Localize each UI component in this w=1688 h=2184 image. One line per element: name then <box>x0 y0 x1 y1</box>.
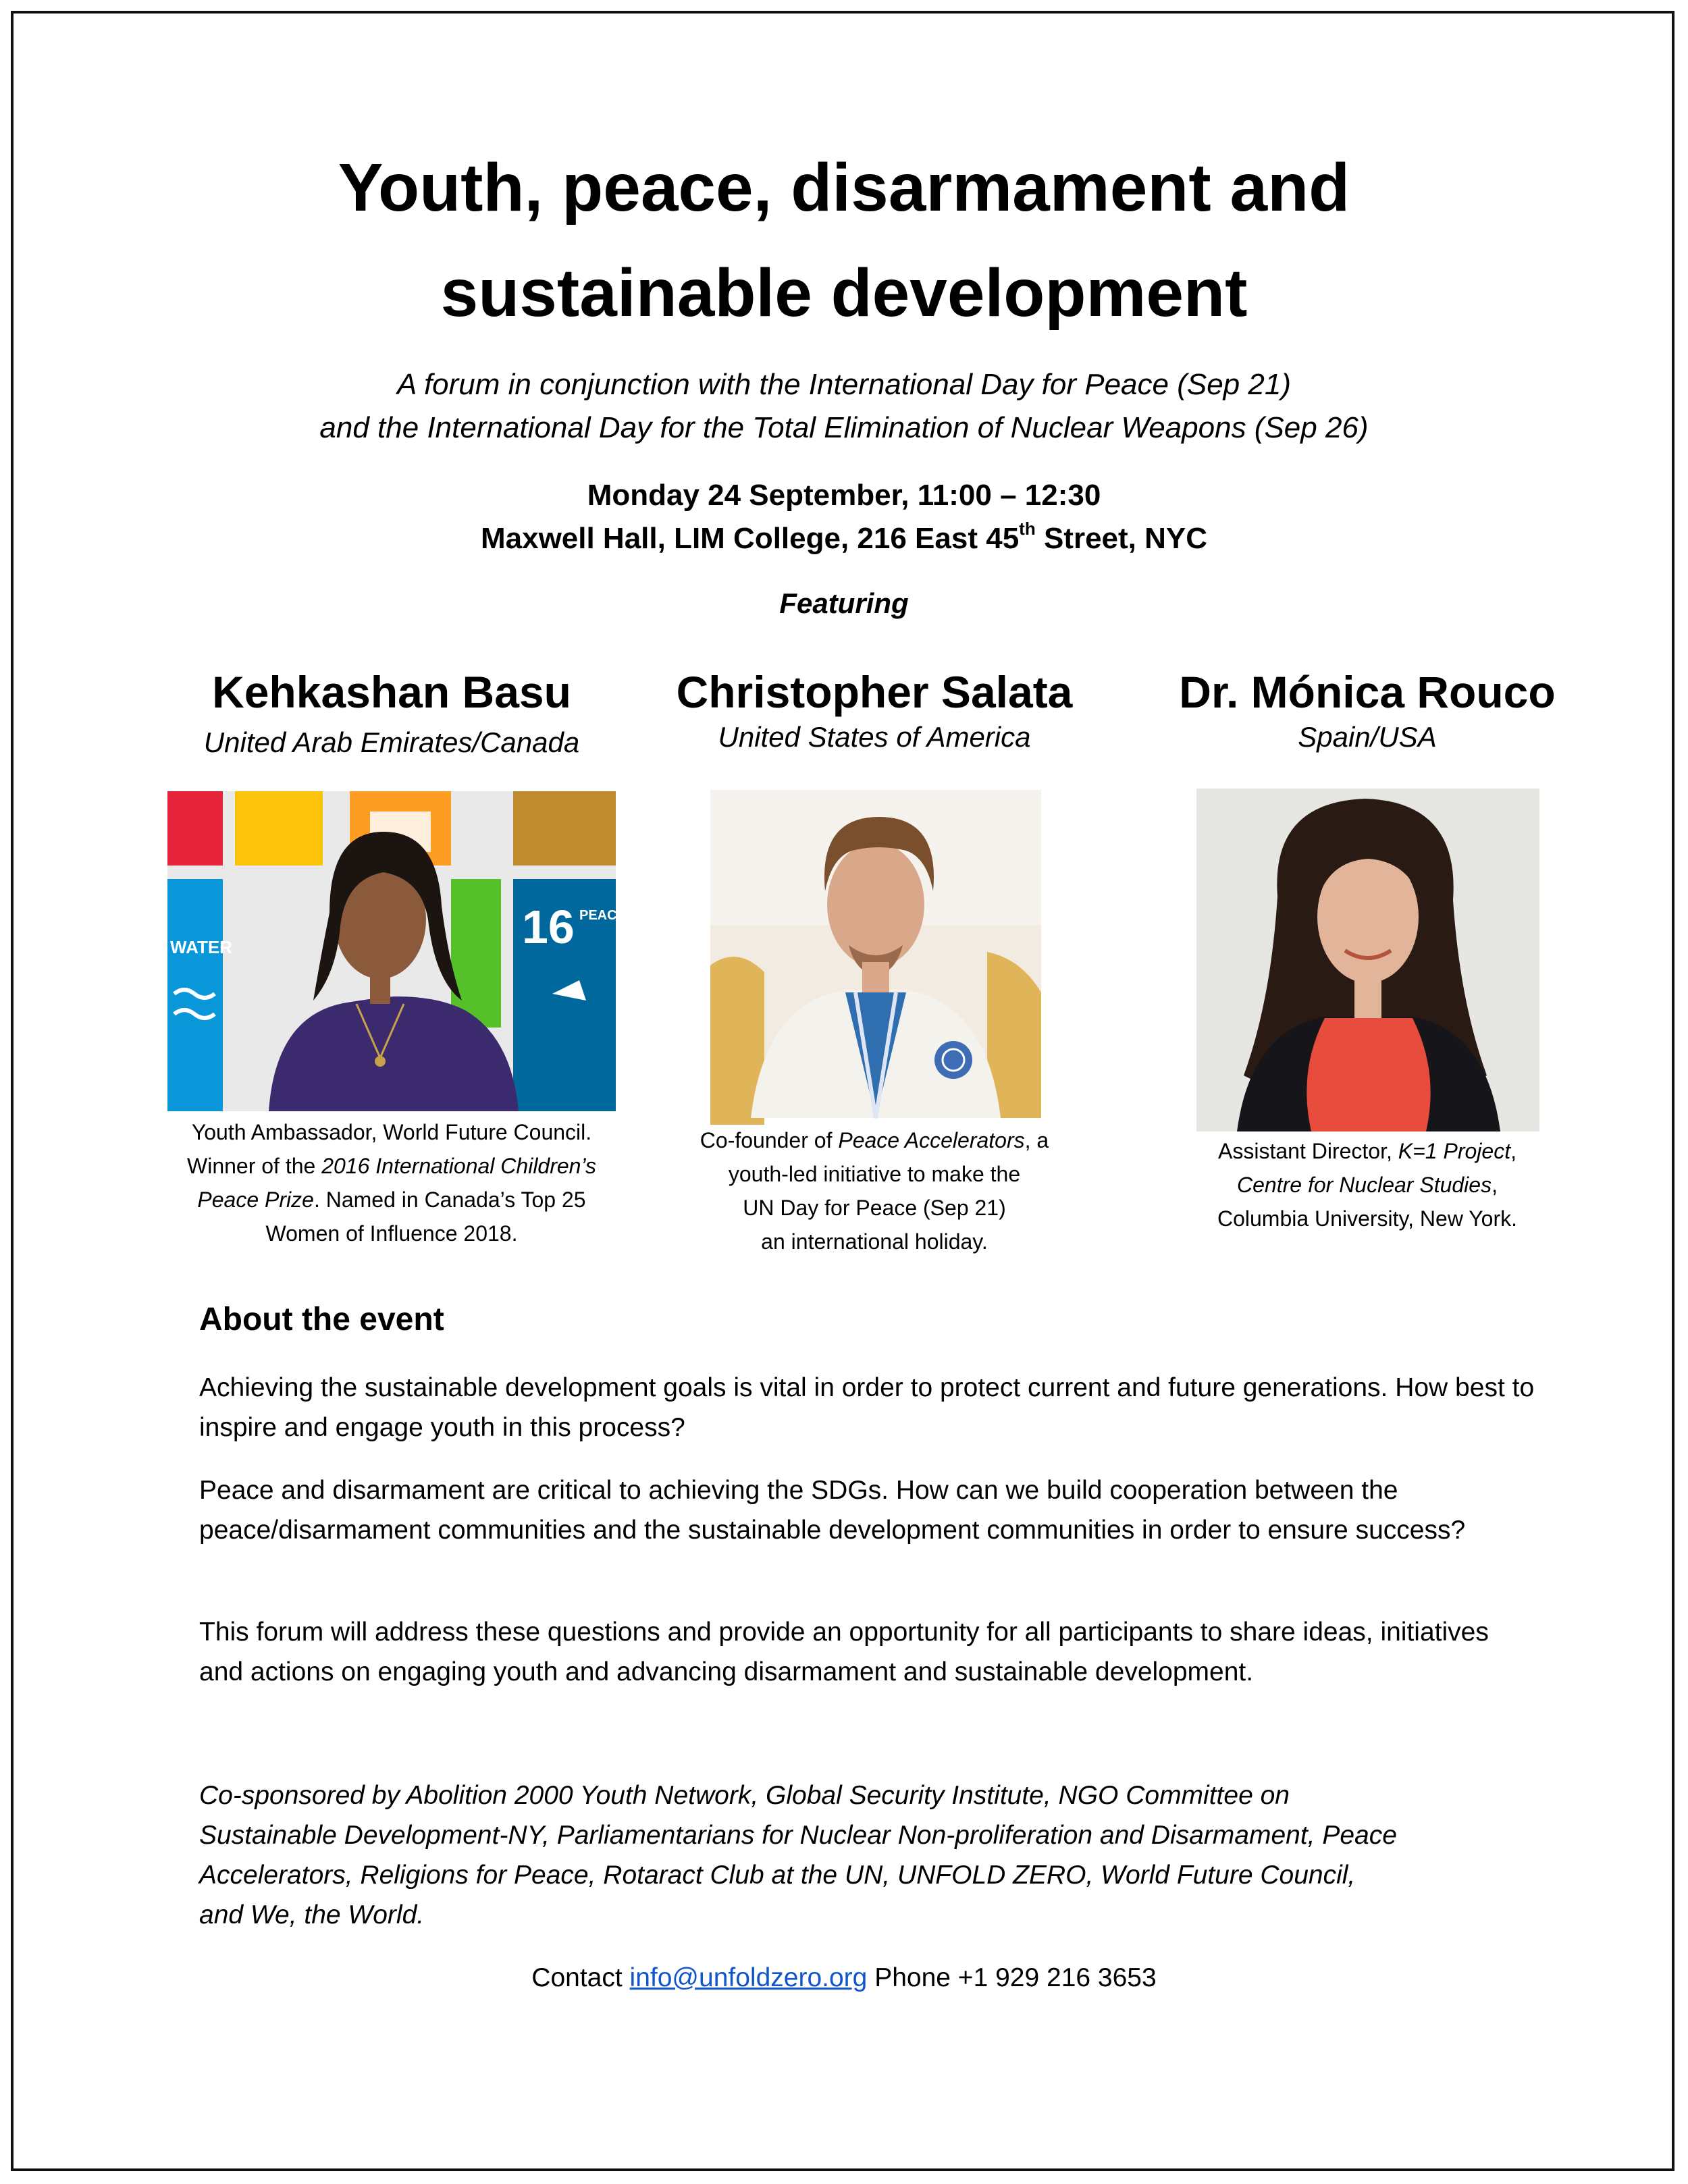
speaker-country: United Arab Emirates/Canada <box>203 726 580 758</box>
speaker-3-header <box>1121 662 1614 757</box>
speaker-name: Christopher Salata <box>676 667 1073 717</box>
title-line-1: Youth, peace, disarmament and <box>338 150 1350 225</box>
photo-sign-text: WATER <box>170 937 232 957</box>
subtitle-line-2: and the International Day for the Total Elimination of Nuclear Weapons (Sep 26) <box>319 411 1369 444</box>
contact-phone: Phone +1 929 216 3653 <box>874 1963 1157 1992</box>
co-sponsors: Co-sponsored by Abolition 2000 Youth Network, Global Security Institute, NGO Committee on Sustainable Development-NY, Parliamentarians for Nuclear Non-proliferation and Disarmament, Peace Accelerators, Religions for Peace, Rotaract Club at the UN, UNFOLD ZERO, World Future Council, and We, the World. <box>199 1781 1397 1929</box>
speaker-name: Dr. Mónica Rouco <box>1179 667 1556 717</box>
speaker-2-photo-illustration <box>710 790 1041 1118</box>
photo-sign-caption: PEACE AND INST <box>579 908 693 923</box>
event-date-time: Monday 24 September, 11:00 – 12:30 <box>587 479 1101 512</box>
subtitle-line-1: A forum in conjunction with the International Day for Peace (Sep 21) <box>397 368 1291 401</box>
page-title <box>0 135 1688 346</box>
subtitle <box>0 363 1688 450</box>
speaker-country: United States of America <box>718 721 1031 753</box>
speaker-3-photo-illustration <box>1196 789 1539 1131</box>
event-venue: Maxwell Hall, LIM College, 216 East 45th Street, NYC <box>480 518 1208 555</box>
about-paragraph-1: Achieving the sustainable development goals is vital in order to protect current and future generations. How best to inspire and engage youth in this process? <box>199 1373 1535 1442</box>
contact-label: Contact <box>531 1963 623 1992</box>
about-heading: About the event <box>199 1302 444 1337</box>
speaker-country: Spain/USA <box>1298 721 1437 753</box>
event-details <box>0 474 1688 560</box>
speaker-3-bio: Assistant Director, K=1 Project, Centre for Nuclear Studies, Columbia University, New York. <box>1217 1139 1517 1231</box>
speaker-1-photo <box>167 791 693 1111</box>
speaker-1-header <box>149 662 635 763</box>
speaker-3-photo <box>1196 789 1539 1131</box>
contact-line <box>0 1958 1688 1998</box>
speaker-1-photo-illustration <box>167 791 693 1111</box>
speaker-2-header <box>628 662 1121 757</box>
featuring-label: Featuring <box>779 587 909 619</box>
about-paragraph-2: Peace and disarmament are critical to achieving the SDGs. How can we build cooperation between the peace/disarmament communities and the sustainable development communities in order to ensure success? <box>199 1476 1466 1545</box>
about-paragraph-3: This forum will address these questions and provide an opportunity for all participants to share ideas, initiatives and actions on engaging youth and advancing disarmament and sustainable development. <box>199 1618 1489 1686</box>
speaker-2-photo <box>710 790 1041 1118</box>
speaker-1-bio: Youth Ambassador, World Future Council. Winner of the 2016 International Children’s Peace Prize. Named in Canada’s Top 25 Women of Influence 2018. <box>187 1120 596 1246</box>
speaker-2-bio: Co-founder of Peace Accelerators, a youth-led initiative to make the UN Day for Peace (Sep 21) an international holiday. <box>700 1128 1049 1254</box>
photo-sign-number: 16 <box>522 901 575 953</box>
speaker-name: Kehkashan Basu <box>212 667 571 717</box>
title-line-2: sustainable development <box>440 255 1248 331</box>
contact-email-link[interactable]: info@unfoldzero.org <box>629 1963 868 1992</box>
